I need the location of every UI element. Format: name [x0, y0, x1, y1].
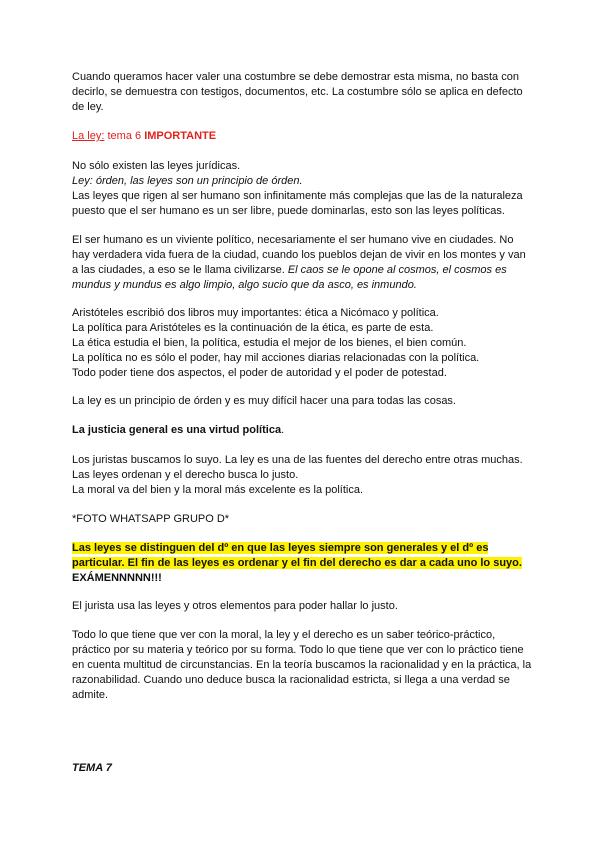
aristotle-line-1: Aristóteles escribió dos libros muy importantes: ética a Nicómaco y política.: [72, 307, 439, 319]
paragraph-laws: [72, 159, 532, 219]
paragraph-jurist-uses: El jurista usa las leyes y otros elementos para poder hallar lo justo.: [72, 600, 398, 612]
heading-topic: tema 6: [107, 130, 142, 142]
laws-line-3: Las leyes que rigen al ser humano son infinitamente más complejas que las de la naturaleza puesto que el ser humano es un ser libre, puede dominarlas, esto son las leyes políticas.: [72, 190, 523, 217]
political-being-text: El ser humano es un viviente político, necesariamente el ser humano vive en ciudades. No hay verdadera vida fuera de la ciudad, cuando los pueblos dejan de vivir en los montes y van a las ciudades, a eso se le llama civilizarse.: [72, 234, 526, 276]
heading-flag: IMPORTANTE: [144, 130, 217, 142]
tema-7-heading: TEMA 7: [72, 762, 112, 774]
heading-label: La ley:: [72, 130, 105, 142]
laws-line-2: Ley: órden, las leyes son un principio de órden.: [72, 175, 303, 187]
aristotle-line-2: La política para Aristóteles es la continuación de la ética, es parte de esta.: [72, 322, 434, 334]
jurists-line-3: La moral va del bien y la moral más excelente es la política.: [72, 484, 364, 496]
highlighted-text: Las leyes se distinguen del dº en que las leyes siempre son generales y el dº es particular. El fin de las leyes es ordenar y el fin del derecho es dar a cada uno lo suyo.: [72, 542, 522, 569]
aristotle-line-5: Todo poder tiene dos aspectos, el poder de autoridad y el poder de potestad.: [72, 367, 447, 379]
paragraph-political-being: [72, 233, 532, 293]
aristotle-line-4: La política no es sólo el poder, hay mil acciones diarias relacionadas con la política.: [72, 352, 480, 364]
exam-note: EXÁMENNNNN!!!: [72, 572, 162, 584]
paragraph-jurists: [72, 453, 532, 498]
political-being-italic: El caos se le opone al cosmos, el cosmos es mundus y mundus es algo limpio, algo sucio que da asco, es inmundo.: [72, 264, 507, 291]
paragraph-law-principle: La ley es un principio de órden y es muy difícil hacer una para todas las cosas.: [72, 395, 456, 407]
paragraph-general-justice: [72, 423, 532, 438]
paragraph-theory-practice: Todo lo que tiene que ver con la moral, la ley y el derecho es un saber teórico-práctico, práctico por su materia y teórico por su forma. Todo lo que tiene que ver con lo práctico tiene en cuenta multitud de circunstancias. En la teoría buscamos la racionalidad y en la práctica, la razonabilidad. Cuando uno deduce busca la racionalidad estricta, si llega a una verdad se admite.: [72, 629, 532, 701]
jurists-line-1: Los juristas buscamos lo suyo. La ley es una de las fuentes del derecho entre otras muchas.: [72, 454, 523, 466]
photo-note: *FOTO WHATSAPP GRUPO D*: [72, 513, 230, 525]
general-justice-bold: La justicia general es una virtud política: [72, 424, 282, 436]
jurists-line-2: Las leyes ordenan y el derecho busca lo justo.: [72, 469, 299, 481]
general-justice-end: .: [281, 424, 285, 436]
laws-line-1: No sólo existen las leyes jurídicas.: [72, 160, 241, 172]
paragraph-aristotle: [72, 306, 532, 381]
section-heading: [72, 129, 532, 144]
intro-paragraph: Cuando queramos hacer valer una costumbre se debe demostrar esta misma, no basta con decirlo, se demuestra con testigos, documentos, etc. La costumbre sólo se aplica en defecto de ley.: [72, 71, 523, 113]
paragraph-exam-highlight: [72, 541, 532, 586]
aristotle-line-3: La ética estudia el bien, la política, estudia el mejor de los bienes, el bien común.: [72, 337, 467, 349]
